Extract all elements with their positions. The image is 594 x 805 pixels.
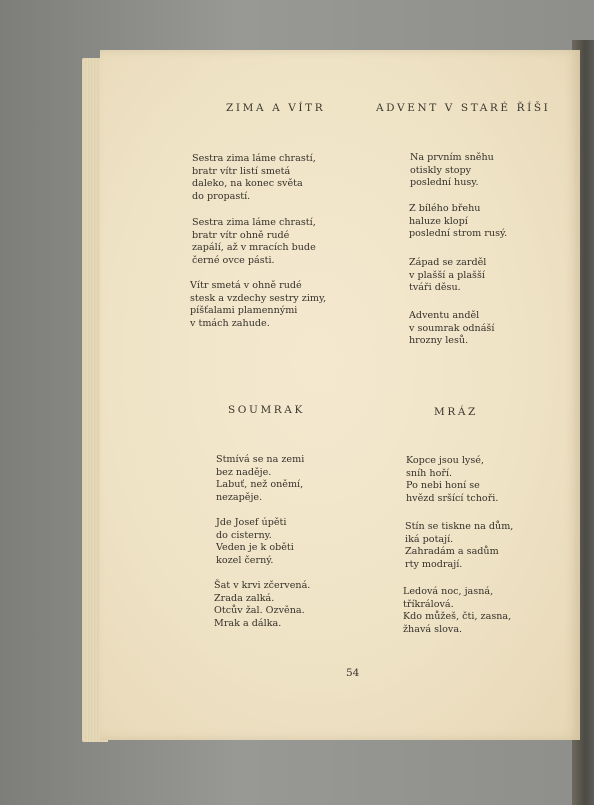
poem-line: Zrada zalká.: [214, 592, 275, 604]
poem-line: Kopce jsou lysé,: [406, 455, 484, 466]
poem-stanza: [403, 586, 511, 636]
poem-line: v soumrak odnáší: [409, 322, 495, 334]
poem-line: Ledová noc, jasná,: [403, 586, 494, 597]
poem-stanza: [216, 517, 294, 567]
poem-stanza: [410, 152, 494, 190]
poem-line: černé ovce pásti.: [192, 254, 275, 266]
poem-line: stesk a vzdechy sestry zimy,: [190, 292, 327, 304]
poem-stanza: [190, 280, 326, 330]
poem-line: bratr vítr ohně rudé: [192, 229, 290, 241]
poem-line: v tmách zahude.: [190, 317, 270, 329]
poem-line: tříkrálová.: [403, 598, 454, 610]
poem-line: Veden je k oběti: [216, 542, 294, 554]
poem-stanza: [409, 310, 494, 348]
poem-line: žhavá slova.: [403, 623, 463, 635]
poem-title-soumrak: SOUMRAK: [228, 404, 305, 416]
poem-stanza: [409, 203, 507, 241]
poem-line: Západ se zarděl: [409, 257, 487, 268]
poem-title-advent-v-stare-risi: ADVENT V STARÉ ŘÍŠI: [376, 102, 551, 114]
page-number: 54: [346, 667, 360, 679]
poem-title-mraz: MRÁZ: [434, 406, 478, 418]
poem-line: v plašší a plašší: [409, 269, 485, 281]
poem-stanza: [405, 521, 513, 571]
poem-line: haluze klopí: [409, 215, 468, 227]
poem-line: Mrak a dálka.: [214, 617, 282, 629]
poem-line: tváři děsu.: [409, 282, 461, 294]
poem-line: Zahradám a sadům: [405, 546, 499, 558]
poem-line: Adventu anděl: [409, 310, 480, 321]
poem-line: daleko, na konec světa: [192, 178, 303, 190]
poem-line: zapálí, až v mracích bude: [192, 242, 316, 254]
poem-line: Po nebi honí se: [406, 480, 480, 492]
poem-line: hvězd sršící tchoři.: [406, 492, 499, 504]
poem-line: Z bílého břehu: [409, 203, 481, 214]
poem-line: iká potají.: [405, 533, 454, 545]
poem-line: Sestra zima láme chrastí,: [192, 217, 316, 228]
poem-line: bratr vítr listí smetá: [192, 165, 291, 177]
poem-line: nezapěje.: [216, 491, 263, 503]
poem-stanza: [192, 153, 316, 203]
poem-stanza: [409, 257, 486, 295]
poem-line: poslední husy.: [410, 177, 479, 189]
book-page: [100, 50, 580, 740]
poem-stanza: [216, 454, 304, 504]
poem-title-zima-a-vitr: ZIMA A VÍTR: [226, 102, 326, 114]
poem-line: Stín se tiskne na dům,: [405, 521, 514, 532]
poem-line: poslední strom rusý.: [409, 228, 508, 240]
poem-stanza: [214, 580, 310, 630]
poem-line: Vítr smetá v ohně rudé: [190, 280, 302, 291]
poem-line: hrozny lesů.: [409, 335, 469, 347]
poem-line: píšťalami plamennými: [190, 305, 298, 317]
poem-stanza: [406, 455, 498, 505]
poem-line: otiskly stopy: [410, 164, 472, 176]
poem-line: Jde Josef úpěti: [216, 517, 287, 528]
poem-line: sníh hoří.: [406, 467, 453, 479]
poem-line: Na prvním sněhu: [410, 152, 494, 163]
poem-line: Kdo můžeš, čti, zasna,: [403, 611, 512, 623]
poem-line: do propastí.: [192, 190, 251, 202]
poem-stanza: [192, 217, 316, 267]
poem-line: Labuť, než oněmí,: [216, 479, 304, 491]
poem-line: Stmívá se na zemi: [216, 454, 305, 465]
poem-line: kozel černý.: [216, 554, 274, 566]
poem-line: bez naděje.: [216, 466, 272, 478]
poem-line: Otcův žal. Ozvěna.: [214, 605, 305, 617]
poem-line: Sestra zima láme chrastí,: [192, 153, 316, 164]
poem-line: rty modrají.: [405, 558, 463, 570]
poem-line: do cisterny.: [216, 529, 272, 541]
poem-line: Šat v krvi zčervená.: [214, 580, 311, 591]
